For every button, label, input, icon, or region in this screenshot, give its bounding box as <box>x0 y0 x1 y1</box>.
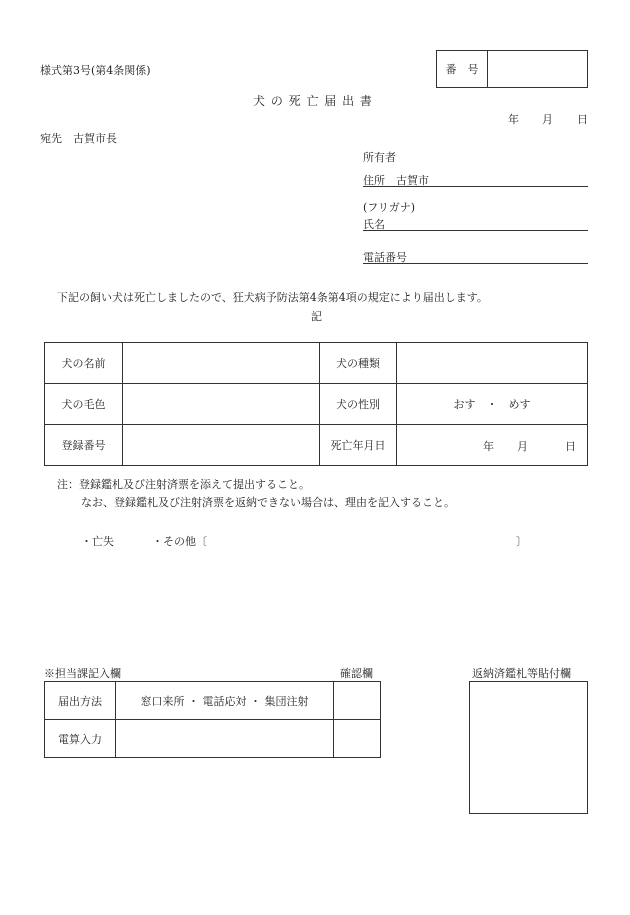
dog-breed-label: 犬の種類 <box>320 343 397 384</box>
dog-name-field[interactable] <box>123 343 320 384</box>
table-row <box>45 682 381 720</box>
office-section-label: ※担当課記入欄 <box>44 667 121 680</box>
date-day: 日 <box>577 113 588 126</box>
death-month-label: 月 <box>517 440 528 453</box>
death-year-label: 年 <box>483 440 494 453</box>
computer-entry-label: 電算入力 <box>45 720 116 758</box>
death-date-field[interactable] <box>397 425 588 466</box>
confirm-label: 確認欄 <box>340 667 373 680</box>
registration-number-label: 登録番号 <box>45 425 123 466</box>
owner-name-field[interactable] <box>363 216 588 231</box>
submission-method-label: 届出方法 <box>45 682 116 720</box>
number-field[interactable] <box>488 51 588 88</box>
owner-phone-field[interactable] <box>363 249 588 264</box>
dog-name-label: 犬の名前 <box>45 343 123 384</box>
note-line-2: なお、登録鑑札及び注射済票を返納できない場合は、理由を記入すること。 <box>81 496 455 509</box>
date-year: 年 <box>508 113 519 126</box>
owner-phone-label: 電話番号 <box>363 251 407 264</box>
option-lost[interactable]: ・亡失 <box>81 535 114 548</box>
confirm-cell-2[interactable] <box>334 720 381 758</box>
table-row <box>45 720 381 758</box>
owner-address-field[interactable] <box>363 172 588 187</box>
submission-method-options[interactable]: 窓口来所 ・ 電話応対 ・ 集団注射 <box>116 682 334 720</box>
dog-sex-label: 犬の性別 <box>320 384 397 425</box>
dog-breed-field[interactable] <box>397 343 588 384</box>
form-number: 様式第3号(第4条関係) <box>40 64 151 77</box>
number-box <box>436 50 588 88</box>
dog-color-label: 犬の毛色 <box>45 384 123 425</box>
table-row <box>45 384 588 425</box>
registration-number-field[interactable] <box>123 425 320 466</box>
document-title: 犬 の 死 亡 届 出 書 <box>253 94 373 108</box>
number-label: 番 号 <box>437 51 488 88</box>
table-row <box>45 343 588 384</box>
owner-furigana-label: (フリガナ) <box>363 201 416 214</box>
declaration-text: 下記の飼い犬は死亡しましたので、狂犬病予防法第4条第4項の規定により届出します。 <box>57 291 488 304</box>
owner-name-label: 氏名 <box>363 218 385 231</box>
tag-attachment-box <box>469 681 588 814</box>
ki-label: 記 <box>311 310 322 323</box>
date-month: 月 <box>542 113 553 126</box>
computer-entry-field[interactable] <box>116 720 334 758</box>
owner-address-label: 住所 古賀市 <box>363 174 429 187</box>
dog-info-table <box>44 342 588 466</box>
option-other[interactable]: ・その他〔 <box>152 535 207 548</box>
dog-sex-options[interactable]: おす ・ めす <box>397 384 588 425</box>
owner-heading: 所有者 <box>363 151 396 164</box>
option-other-close-bracket: 〕 <box>516 535 527 548</box>
death-day-label: 日 <box>565 440 576 453</box>
dog-color-field[interactable] <box>123 384 320 425</box>
confirm-cell-1[interactable] <box>334 682 381 720</box>
note-line-1: 注：登録鑑札及び注射済票を添えて提出すること。 <box>57 478 310 491</box>
office-table <box>44 681 381 758</box>
addressee: 宛先 古賀市長 <box>40 132 117 145</box>
tag-area-label: 返納済鑑札等貼付欄 <box>472 667 571 680</box>
table-row <box>45 425 588 466</box>
death-date-label: 死亡年月日 <box>320 425 397 466</box>
